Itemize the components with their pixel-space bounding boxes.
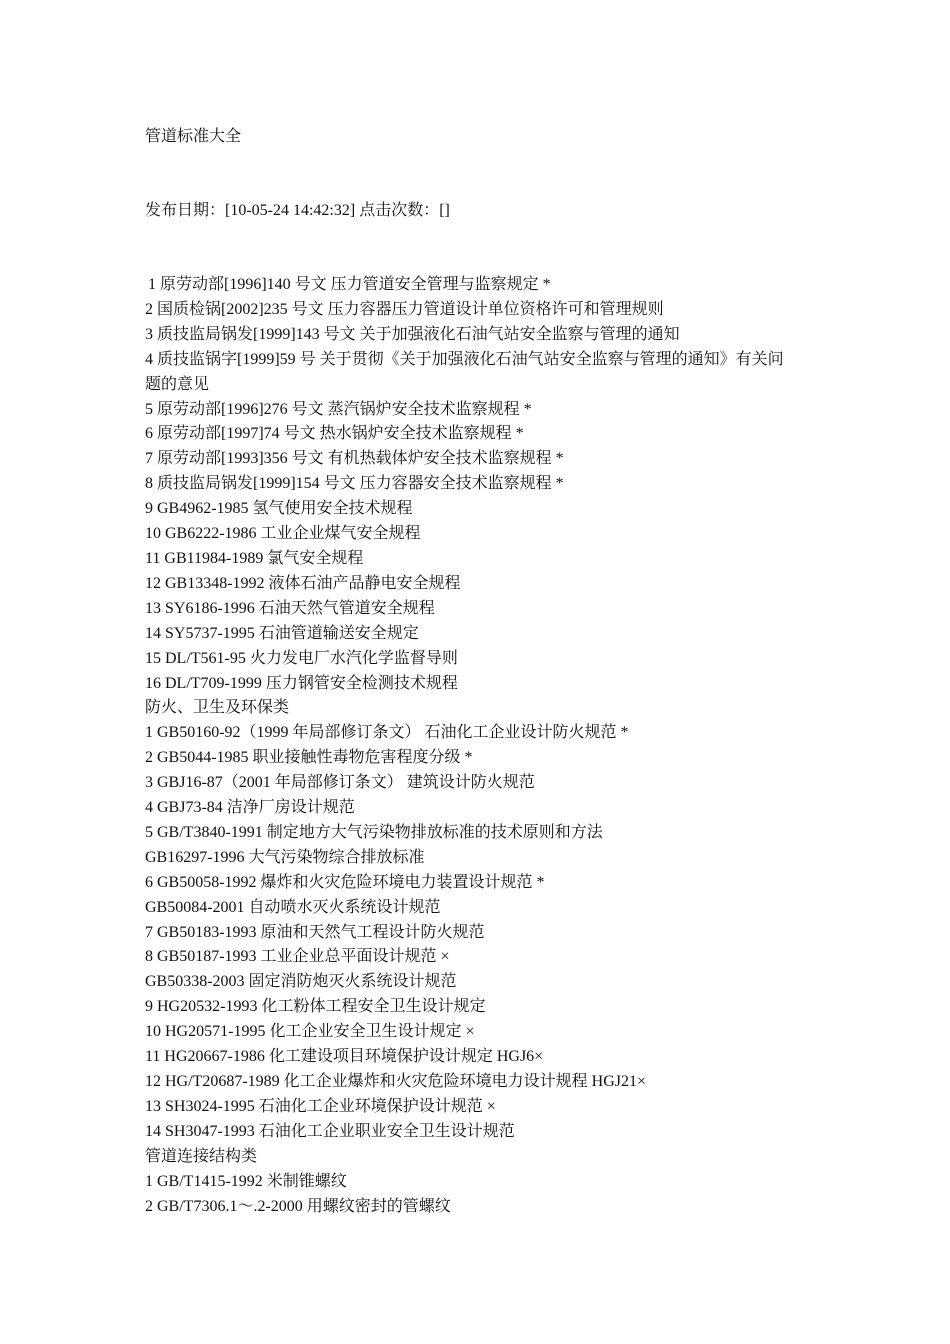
list-line: 1 原劳动部[1996]140 号文 压力管道安全管理与监察规定 * — [148, 276, 551, 293]
list-line: 15 DL/T561-95 火力发电厂水汽化学监督导则 — [145, 649, 458, 667]
list-line: 10 HG20571-1995 化工企业安全卫生设计规定 × — [145, 1023, 475, 1041]
list-line: 9 GB4962-1985 氢气使用安全技术规程 — [145, 500, 413, 518]
list-line: 8 质技监局锅发[1999]154 号文 压力容器安全技术监察规程 * — [145, 475, 564, 493]
list-line: GB16297-1996 大气污染物综合排放标准 — [145, 848, 425, 866]
list-line: 16 DL/T709-1999 压力钢管安全检测技术规程 — [145, 674, 458, 692]
list-line: 2 国质检锅[2002]235 号文 压力容器压力管道设计单位资格许可和管理规则 — [145, 300, 664, 318]
list-line: 3 GBJ16-87（2001 年局部修订条文） 建筑设计防火规范 — [145, 774, 535, 792]
section-heading: 防火、卫生及环保类 — [145, 699, 290, 717]
list-line: 3 质技监局锅发[1999]143 号文 关于加强液化石油气站安全监察与管理的通知 — [145, 325, 680, 343]
document-title: 管道标准大全 — [145, 128, 242, 145]
list-line: 2 GB/T7306.1～.2-2000 用螺纹密封的管螺纹 — [145, 1197, 451, 1215]
standards-list — [145, 273, 825, 1219]
list-line: 1 GB/T1415-1992 米制锥螺纹 — [145, 1172, 347, 1190]
list-line: GB50084-2001 自动喷水灭火系统设计规范 — [145, 898, 441, 916]
list-line: 4 GBJ73-84 洁净厂房设计规范 — [145, 799, 355, 817]
list-line: 13 SH3024-1995 石油化工企业环境保护设计规范 × — [145, 1097, 496, 1115]
list-line: 8 GB50187-1993 工业企业总平面设计规范 × — [145, 948, 450, 966]
list-line: 14 SY5737-1995 石油管道输送安全规定 — [145, 624, 419, 642]
list-line: 10 GB6222-1986 工业企业煤气安全规程 — [145, 525, 421, 543]
list-line: 9 HG20532-1993 化工粉体工程安全卫生设计规定 — [145, 998, 486, 1016]
list-line: 7 原劳动部[1993]356 号文 有机热载体炉安全技术监察规程 * — [145, 450, 564, 468]
list-line: 12 HG/T20687-1989 化工企业爆炸和火灾危险环境电力设计规程 HGJ21× — [145, 1073, 647, 1090]
list-line: 6 原劳动部[1997]74 号文 热水锅炉安全技术监察规程 * — [145, 425, 524, 443]
list-line: 11 HG20667-1986 化工建设项目环境保护设计规定 HGJ6× — [145, 1048, 544, 1066]
section-heading: 管道连接结构类 — [145, 1147, 258, 1165]
list-line: GB50338-2003 固定消防炮灭火系统设计规范 — [145, 973, 457, 991]
list-line: 题的意见 — [145, 375, 210, 393]
publish-info: 发布日期：[10-05-24 14:42:32] 点击次数：[] — [145, 202, 450, 219]
list-line: 4 质技监锅字[1999]59 号 关于贯彻《关于加强液化石油气站安全监察与管理的通知》有关问 — [145, 350, 784, 368]
list-line: 14 SH3047-1993 石油化工企业职业安全卫生设计规范 — [145, 1122, 515, 1140]
list-line: 6 GB50058-1992 爆炸和火灾危险环境电力装置设计规范 * — [145, 873, 545, 891]
list-line: 5 原劳动部[1996]276 号文 蒸汽锅炉安全技术监察规程 * — [145, 400, 532, 418]
list-line: 2 GB5044-1985 职业接触性毒物危害程度分级 * — [145, 749, 473, 767]
list-line: 7 GB50183-1993 原油和天然气工程设计防火规范 — [145, 923, 485, 941]
list-line: 11 GB11984-1989 氯气安全规程 — [145, 549, 364, 567]
list-line: 1 GB50160-92（1999 年局部修订条文） 石油化工企业设计防火规范 * — [145, 724, 629, 742]
list-line: 12 GB13348-1992 液体石油产品静电安全规程 — [145, 574, 461, 592]
list-line: 13 SY6186-1996 石油天然气管道安全规程 — [145, 599, 435, 617]
list-line: 5 GB/T3840-1991 制定地方大气污染物排放标准的技术原则和方法 — [145, 823, 603, 841]
